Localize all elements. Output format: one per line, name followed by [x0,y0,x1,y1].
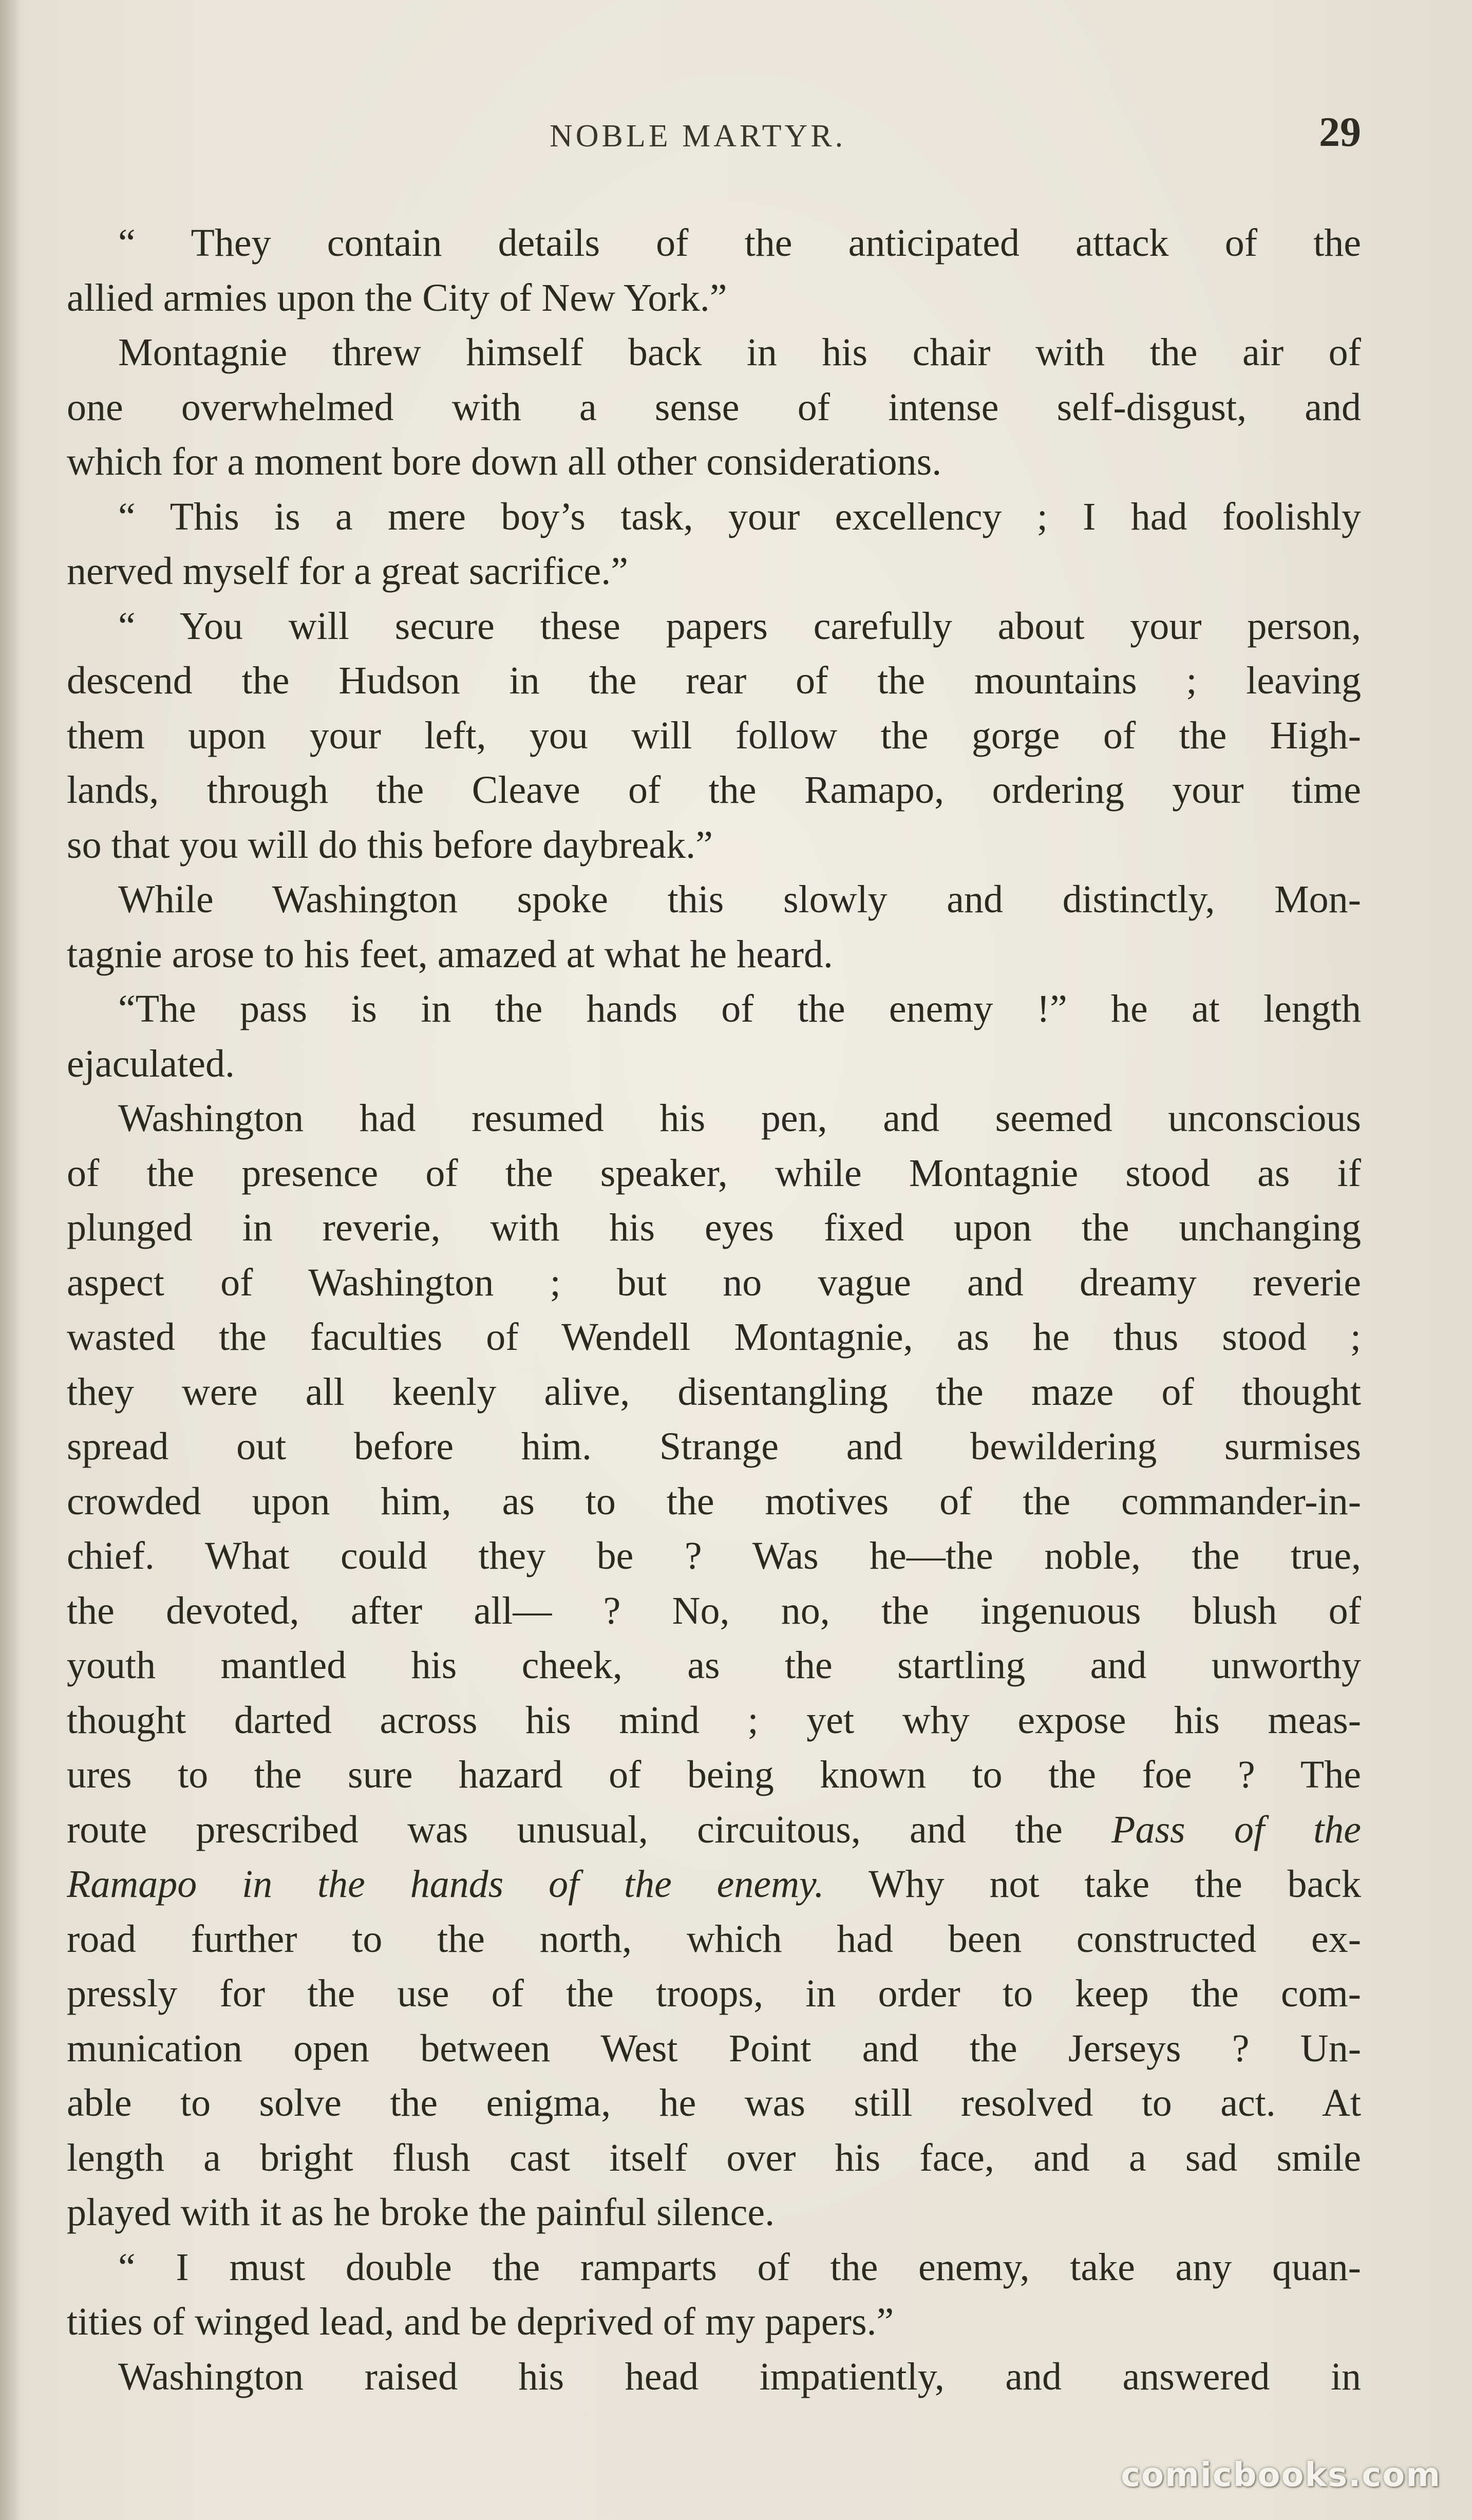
text-line: Ramapo in the hands of the enemy. Why not take the back [67,1863,1361,1906]
text-line: Washington raised his head impatiently, and answered in [118,2355,1361,2398]
text-line: the devoted, after all— ? No, no, the ingenuous blush of [67,1589,1361,1632]
text-line: played with it as he broke the painful silence. [67,2191,775,2234]
text-line: chief. What could they be ? Was he—the noble, the true, [67,1534,1361,1577]
text-line: While Washington spoke this slowly and distinctly, Mon- [118,878,1361,921]
watermark: comicbooks.com [1121,2456,1441,2494]
text-line: of the presence of the speaker, while Montagnie stood as if [67,1151,1361,1195]
text-line: “ This is a mere boy’s task, your excellency ; I had foolishly [118,495,1361,538]
text-line: pressly for the use of the troops, in order to keep the com- [67,1972,1361,2015]
text-line: wasted the faculties of Wendell Montagnie, as he thus stood ; [67,1315,1361,1359]
text-line: one overwhelmed with a sense of intense self-disgust, and [67,385,1361,429]
text-line: tities of winged lead, and be deprived of my papers.” [67,2300,894,2343]
text-line: descend the Hudson in the rear of the mountains ; leaving [67,659,1361,702]
text-line: tagnie arose to his feet, amazed at what he heard. [67,932,833,976]
text-line: “The pass is in the hands of the enemy !” he at length [118,987,1361,1030]
text-line: so that you will do this before daybreak.” [67,823,713,867]
text-line: able to solve the enigma, he was still resolved to act. At [67,2081,1361,2124]
text-line: Washington had resumed his pen, and seemed unconscious [118,1097,1361,1140]
text-line: “ I must double the ramparts of the enemy, take any quan- [118,2245,1361,2289]
text-line: ures to the sure hazard of being known to the foe ? The [67,1753,1361,1796]
page-number: 29 [1319,108,1361,155]
text-line: “ You will secure these papers carefully about your person, [118,604,1361,648]
text-line: nerved myself for a great sacrifice.” [67,550,628,593]
page-header [67,108,1361,170]
text-line: which for a moment bore down all other considerations. [67,440,942,483]
text-line: “ They contain details of the anticipated attack of the [118,221,1361,265]
text-line: crowded upon him, as to the motives of the commander-in- [67,1479,1361,1523]
text-line: road further to the north, which had been constructed ex- [67,1917,1361,1961]
body-text [67,216,1361,2404]
text-line: spread out before him. Strange and bewildering surmises [67,1425,1361,1468]
text-line: lands, through the Cleave of the Ramapo, ordering your time [67,768,1361,812]
text-line: ejaculated. [67,1042,235,1085]
text-line: them upon your left, you will follow the gorge of the High- [67,713,1361,757]
text-line: munication open between West Point and the Jerseys ? Un- [67,2026,1361,2070]
text-line: route prescribed was unusual, circuitous, and the Pass of the [67,1808,1361,1851]
text-line: Montagnie threw himself back in his chair with the air of [118,331,1361,374]
page-gutter-shadow [0,0,21,2520]
text-line: they were all keenly alive, disentangling the maze of thought [67,1370,1361,1414]
text-line: aspect of Washington ; but no vague and dreamy reverie [67,1261,1361,1304]
running-head: NOBLE MARTYR. [550,119,846,154]
text-line: youth mantled his cheek, as the startling and unworthy [67,1644,1361,1687]
text-line: thought darted across his mind ; yet why expose his meas- [67,1698,1361,1742]
text-line: length a bright flush cast itself over his face, and a sad smile [67,2136,1361,2179]
text-line: plunged in reverie, with his eyes fixed upon the unchanging [67,1206,1361,1249]
text-line: allied armies upon the City of New York.” [67,276,727,319]
